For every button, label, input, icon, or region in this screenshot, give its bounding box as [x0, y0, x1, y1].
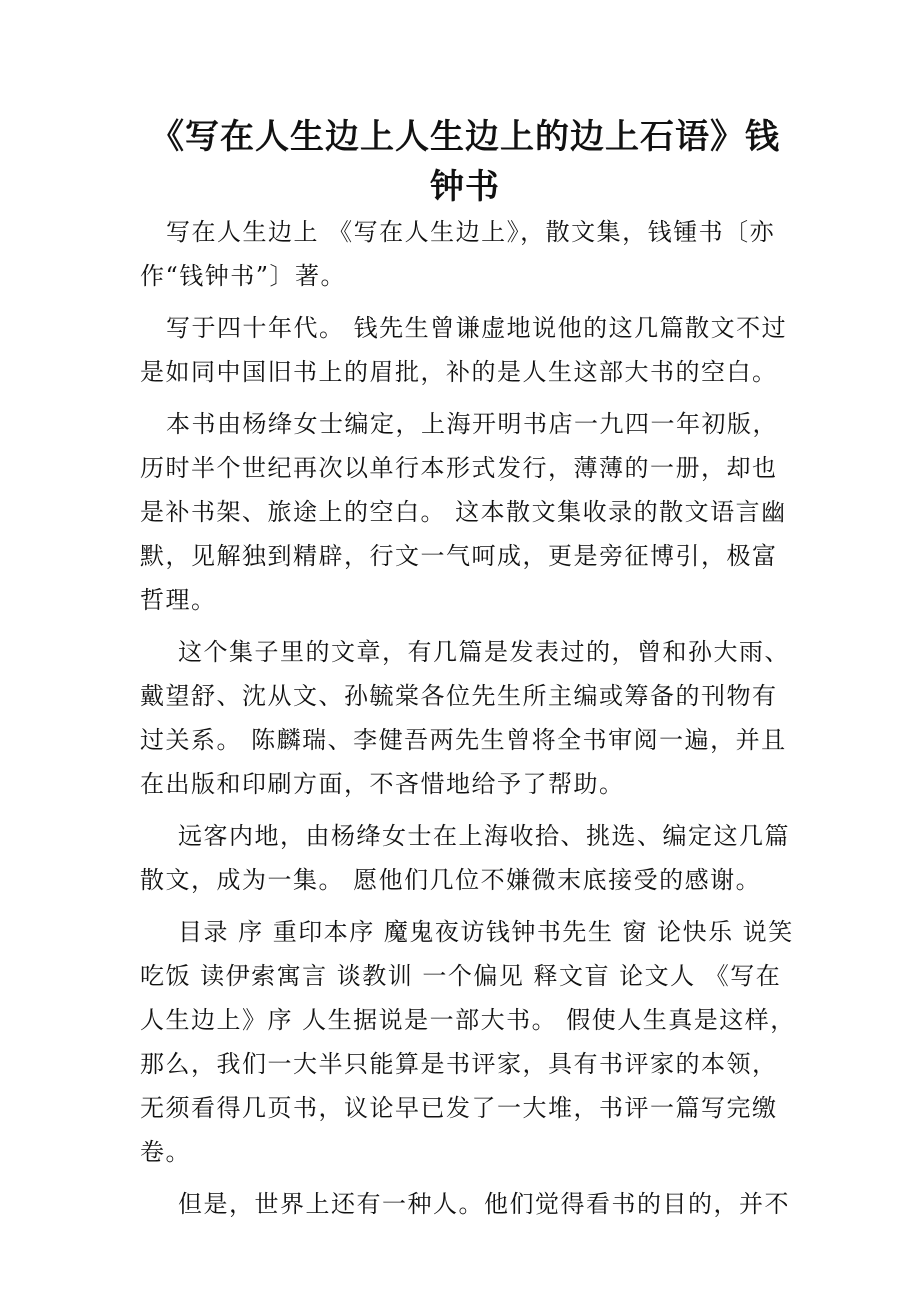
document-title: 《写在人生边上人生边上的边上石语》钱钟书: [150, 117, 780, 207]
paragraph-written-forties: 写于四十年代。 钱先生曾谦虚地说他的这几篇散文不过是如同中国旧书上的眉批，补的是人生这部大书的空白。: [140, 314, 788, 386]
paragraph-intro: 写在人生边上 《写在人生边上》，散文集，钱锺书〔亦作“钱钟书”〕著。: [140, 218, 776, 290]
document-body: [140, 210, 800, 1234]
paragraph-continuation: 但是，世界上还有一种人。他们觉得看书的目的，并不: [178, 1190, 790, 1218]
paragraph-thanks: 远客内地，由杨绛女士在上海收拾、挑选、编定这几篇散文，成为一集。 愿他们几位不嫌微末底接受的感谢。: [140, 822, 790, 894]
paragraph-editor-publication: 本书由杨绛女士编定，上海开明书店一九四一年初版，历时半个世纪再次以单行本形式发行，薄薄的一册，却也是补书架、旅途上的空白。 这本散文集收录的散文语言幽默，见解独到精辟，行文一气呵成，更是旁征博引，极富哲理。: [140, 410, 787, 614]
paragraph-acknowledgements: 这个集子里的文章，有几篇是发表过的，曾和孙大雨、戴望舒、沈从文、孙毓棠各位先生所主编或筹备的刊物有过关系。 陈麟瑞、李健吾两先生曾将全书审阅一遍，并且在出版和印刷方面，不吝惜地给予了帮助。: [140, 638, 790, 798]
paragraph-contents-preface: 目录 序 重印本序 魔鬼夜访钱钟书先生 窗 论快乐 说笑 吃饭 读伊索寓言 谈教训 一个偏见 释文盲 论文人 《写在人生边上》序 人生据说是一部大书。 假使人生真是这样，那么，我们一大半只能算是书评家，具有书评家的本领，无须看得几页书，议论早已发了一大堆，书评一篇写完缴卷。: [140, 918, 796, 1166]
